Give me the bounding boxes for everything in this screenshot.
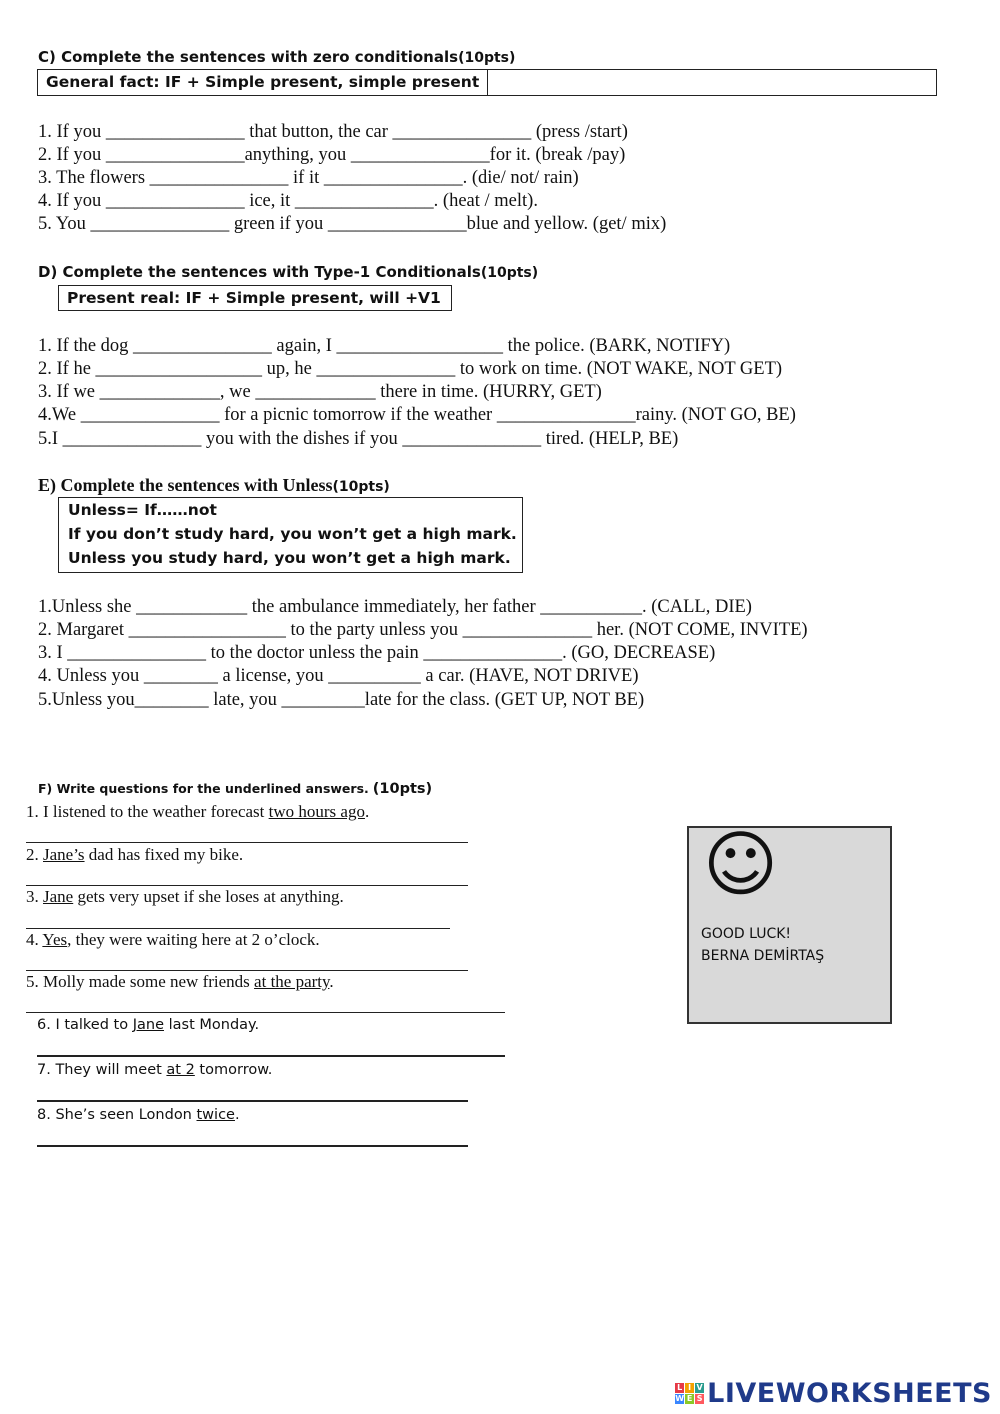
section-e-points: (10pts) (332, 479, 390, 495)
smiley-icon: ☺ (703, 822, 779, 906)
logo-cell: L (677, 1383, 683, 1392)
logo-cell: V (696, 1383, 703, 1392)
section-d-item: 5.I _______________ you with the dishes if you _______________ tired. (HELP, BE) (38, 429, 679, 449)
question-item (26, 886, 344, 908)
section-c-item: 5. You _______________ green if you _______________blue and yellow. (get/ mix) (38, 214, 667, 234)
question-item (26, 801, 369, 823)
question-text: 7. They will meet (37, 1062, 167, 1078)
question-item (26, 971, 334, 993)
question-item (37, 1059, 272, 1081)
section-d-item: 2. If he __________________ up, he _______________ to work on time. (NOT WAKE, NOT GET) (38, 359, 783, 379)
section-c-title (38, 48, 515, 66)
section-d-title-text: D) Complete the sentences with Type-1 Conditionals (38, 263, 481, 281)
section-f-title (38, 780, 432, 798)
section-e-rule-box (58, 497, 523, 573)
section-d-rule-box (58, 285, 452, 311)
rule-box-divider (487, 70, 488, 95)
section-e-title-text: E) Complete the sentences with Unless (38, 475, 333, 495)
section-c-points: (10pts) (458, 50, 516, 66)
section-d-item: 4.We _______________ for a picnic tomorrow if the weather _______________rainy. (NOT GO, BE) (38, 405, 796, 425)
question-text: 3. (26, 887, 43, 906)
section-c-item: 2. If you _______________anything, you _______________for it. (break /pay) (38, 145, 626, 165)
logo-cell: S (696, 1394, 703, 1403)
underlined-answer: at 2 (166, 1062, 195, 1078)
teacher-name: BERNA DEMİRTAŞ (701, 948, 825, 964)
section-e-item: 3. I _______________ to the doctor unless the pain _______________. (GO, DECREASE) (38, 643, 716, 663)
good-luck-box (687, 822, 892, 1024)
section-d-item: 1. If the dog _______________ again, I __________________ the police. (BARK, NOTIFY) (38, 336, 731, 356)
underlined-answer: Yes (42, 930, 68, 949)
section-e-title (38, 475, 390, 496)
underlined-answer: two hours ago (268, 802, 365, 821)
section-f-points: (10pts) (372, 781, 433, 797)
question-text: 5. Molly made some new friends (26, 972, 255, 991)
underlined-answer: Jane’s (43, 845, 85, 864)
section-c-item: 3. The flowers _______________ if it _______________. (die/ not/ rain) (38, 168, 579, 188)
answer-line[interactable] (37, 1055, 505, 1057)
underlined-answer: Jane (132, 1017, 164, 1033)
question-text: last Monday. (164, 1017, 260, 1033)
logo-grid-icon (675, 1383, 704, 1404)
underlined-answer: twice (196, 1107, 235, 1123)
section-e-item: 5.Unless you________ late, you _________late for the class. (GET UP, NOT BE) (38, 690, 645, 710)
section-c-rule: General fact: IF + Simple present, simple present (46, 73, 480, 91)
liveworksheets-logo (675, 1378, 992, 1409)
section-c-title-text: C) Complete the sentences with zero conditionals (38, 48, 459, 66)
section-c-item: 1. If you _______________ that button, the car _______________ (press /start) (38, 122, 628, 142)
section-e-item: 2. Margaret _________________ to the party unless you ______________ her. (NOT COME, INVITE) (38, 620, 808, 640)
question-text: . (234, 1107, 240, 1123)
answer-line[interactable] (26, 842, 468, 843)
question-text: 4. (26, 930, 43, 949)
question-text: dad has fixed my bike. (84, 845, 244, 864)
question-text: 6. I talked to (37, 1017, 133, 1033)
section-d-rule: Present real: IF + Simple present, will +V1 (67, 289, 441, 307)
section-e-rule-line: If you don’t study hard, you won’t get a high mark. (68, 525, 517, 543)
question-item (37, 1104, 240, 1126)
logo-text: LIVEWORKSHEETS (707, 1378, 992, 1409)
question-text: . (364, 802, 370, 821)
section-e-rule-line: Unless= If……not (68, 501, 217, 519)
answer-line[interactable] (37, 1145, 468, 1147)
section-e-rule-line: Unless you study hard, you won’t get a high mark. (68, 549, 511, 567)
good-luck-text: GOOD LUCK! (701, 926, 792, 942)
logo-cell: E (686, 1394, 693, 1403)
section-e-item: 1.Unless she ____________ the ambulance immediately, her father ___________. (CALL, DIE) (38, 597, 752, 617)
question-text: , they were waiting here at 2 o’clock. (67, 930, 320, 949)
section-d-points: (10pts) (480, 265, 539, 281)
underlined-answer: at the party (254, 972, 330, 991)
section-d-item: 3. If we _____________, we _____________ there in time. (HURRY, GET) (38, 382, 602, 402)
section-d-title (38, 263, 538, 281)
logo-cell: W (675, 1394, 685, 1403)
question-text: tomorrow. (194, 1062, 273, 1078)
answer-line[interactable] (37, 1100, 468, 1102)
underlined-answer: Jane (43, 887, 74, 906)
section-e-item: 4. Unless you ________ a license, you __________ a car. (HAVE, NOT DRIVE) (38, 666, 639, 686)
question-text: 2. (26, 845, 43, 864)
question-text: 1. I listened to the weather forecast (26, 802, 269, 821)
question-text: . (329, 972, 334, 991)
logo-cell: I (685, 1383, 694, 1393)
answer-line[interactable] (26, 1012, 505, 1013)
question-item (26, 929, 320, 951)
question-item (26, 844, 243, 866)
section-f-title-text: F) Write questions for the underlined answers. (38, 781, 369, 796)
section-c-item: 4. If you _______________ ice, it _______________. (heat / melt). (38, 191, 538, 211)
question-text: 8. She’s seen London (37, 1107, 197, 1123)
question-item (37, 1014, 259, 1036)
section-c-rule-box (37, 69, 937, 96)
question-text: gets very upset if she loses at anything. (73, 887, 344, 906)
